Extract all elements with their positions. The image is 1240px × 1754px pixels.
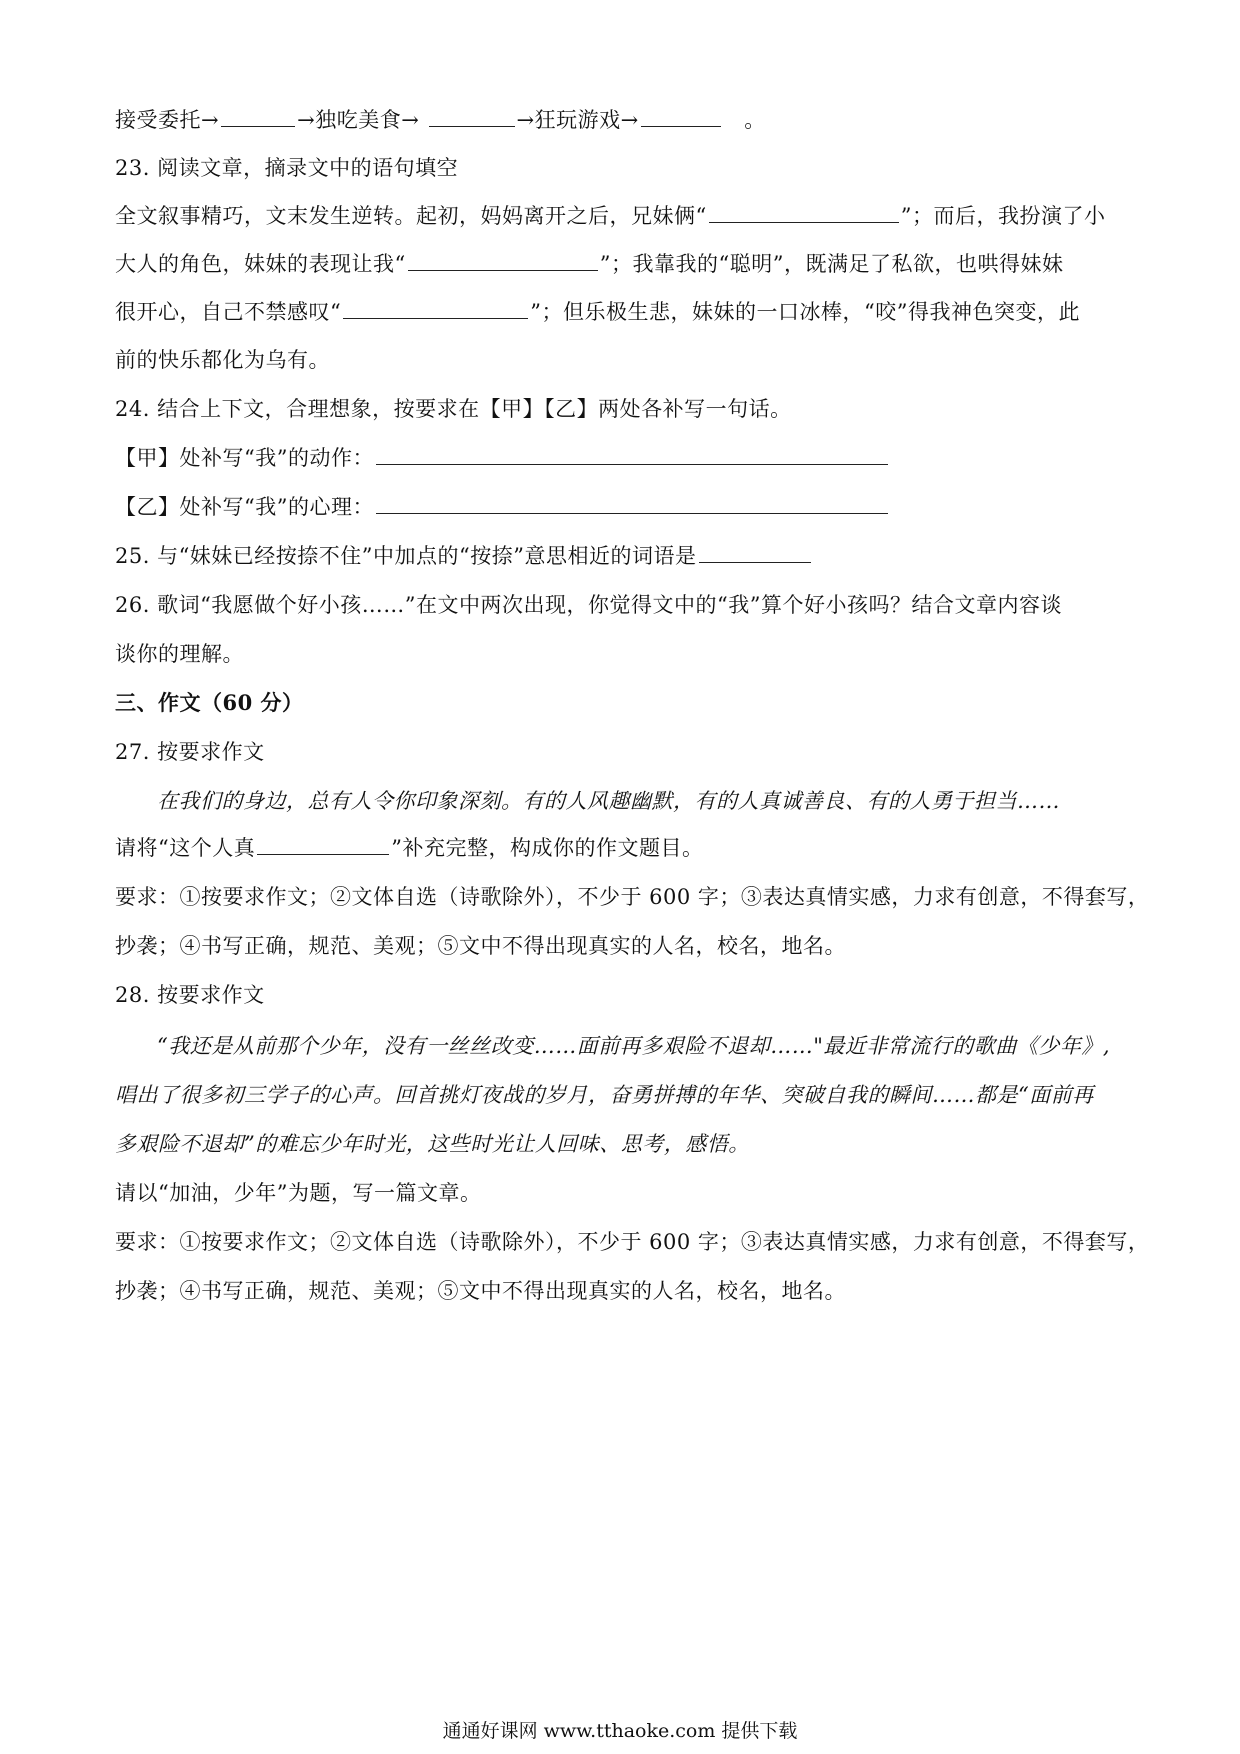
section-3-title: 三、作文（60 分） bbox=[115, 690, 304, 715]
q27-req-1: 要求：①按要求作文；②文体自选（诗歌除外），不少于 600 字；③表达真情实感，力求有创意，不得套写， bbox=[115, 885, 1150, 909]
chain-text-4: 。 bbox=[744, 108, 766, 132]
q25: 25. 与“妹妹已经按捺不住”中加点的“按捺”意思相近的词语是 bbox=[115, 542, 1135, 570]
q23-blank-3[interactable] bbox=[343, 298, 528, 319]
q23-line-4: 前的快乐都化为乌有。 bbox=[115, 348, 330, 372]
q28-para-3: 多艰险不退却”的难忘少年时光，这些时光让人回味、思考，感悟。 bbox=[115, 1132, 750, 1156]
q25-blank[interactable] bbox=[699, 542, 811, 563]
q27-ask: 请将“这个人真 ”补充完整，构成你的作文题目。 bbox=[115, 836, 704, 860]
q28-ask: 请以“加油，少年”为题，写一篇文章。 bbox=[115, 1181, 482, 1205]
q27-title: 27. 按要求作文 bbox=[115, 740, 265, 764]
q27-title-blank[interactable] bbox=[257, 834, 389, 855]
q28-title: 28. 按要求作文 bbox=[115, 983, 265, 1007]
chain-line bbox=[115, 106, 1135, 134]
q23-title: 23. 阅读文章，摘录文中的语句填空 bbox=[115, 156, 459, 180]
footer-credit: 通通好课网 www.tthaoke.com 提供下载 bbox=[442, 1720, 798, 1742]
q24-yi-blank[interactable] bbox=[376, 493, 888, 514]
q24-yi: 【乙】处补写“我”的心理： bbox=[115, 493, 1135, 521]
chain-text-2: →独吃美食→ bbox=[297, 108, 420, 132]
q28-req-1: 要求：①按要求作文；②文体自选（诗歌除外），不少于 600 字；③表达真情实感，力求有创意，不得套写， bbox=[115, 1230, 1150, 1254]
chain-text-3: →狂玩游戏→ bbox=[516, 108, 639, 132]
blank-2[interactable] bbox=[429, 106, 515, 127]
blank-3[interactable] bbox=[641, 106, 721, 127]
q24-title: 24. 结合上下文，合理想象，按要求在【甲】【乙】两处各补写一句话。 bbox=[115, 397, 792, 421]
q27-req-2: 抄袭；④书写正确，规范、美观；⑤文中不得出现真实的人名，校名，地名。 bbox=[115, 934, 846, 958]
q24-jia-blank[interactable] bbox=[376, 444, 888, 465]
q28-para-2: 唱出了很多初三学子的心声。回首挑灯夜战的岁月，奋勇拼搏的年华、突破自我的瞬间……都是“面前再 bbox=[115, 1083, 1094, 1107]
q26-line-2: 谈你的理解。 bbox=[115, 642, 244, 666]
q26-line-1: 26. 歌词“我愿做个好小孩……”在文中两次出现，你觉得文中的“我”算个好小孩吗？结合文章内容谈 bbox=[115, 593, 1063, 617]
q23-line-2: 大人的角色，妹妹的表现让我“ ”；我靠我的“聪明”，既满足了私欲，也哄得妹妹 bbox=[115, 252, 1064, 276]
q23-line-1: 全文叙事精巧，文末发生逆转。起初，妈妈离开之后，兄妹俩“ ”；而后，我扮演了小 bbox=[115, 204, 1106, 228]
q23-blank-1[interactable] bbox=[709, 202, 899, 223]
q23-line-3: 很开心，自己不禁感叹“ ”；但乐极生悲，妹妹的一口冰棒，“咬”得我神色突变，此 bbox=[115, 300, 1080, 324]
q27-prompt: 在我们的身边，总有人令你印象深刻。有的人风趣幽默，有的人真诚善良、有的人勇于担当…… bbox=[157, 789, 1060, 813]
blank-1[interactable] bbox=[221, 106, 295, 127]
q24-jia: 【甲】处补写“我”的动作： bbox=[115, 444, 1135, 472]
q28-para-1: “我还是从前那个少年，没有一丝丝改变……面前再多艰险不退却……"最近非常流行的歌曲《少年》, bbox=[157, 1034, 1111, 1058]
q23-blank-2[interactable] bbox=[408, 250, 598, 271]
chain-text-1: 接受委托→ bbox=[115, 108, 220, 132]
q28-req-2: 抄袭；④书写正确，规范、美观；⑤文中不得出现真实的人名，校名，地名。 bbox=[115, 1279, 846, 1303]
